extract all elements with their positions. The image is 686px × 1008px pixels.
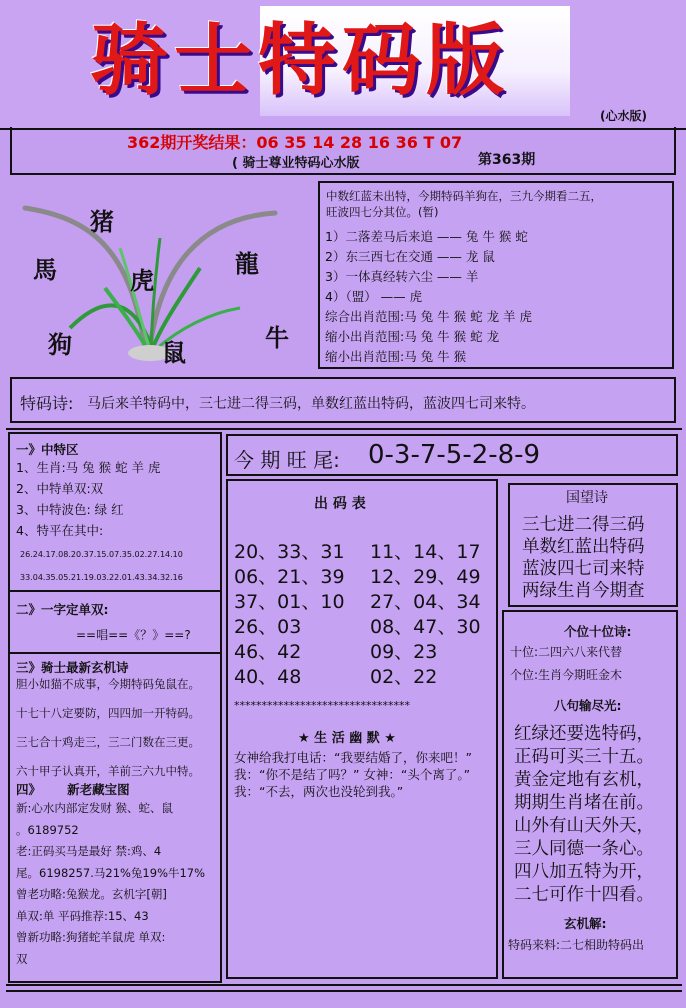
footer-strip <box>6 990 682 1004</box>
guowang-line: 单数红蓝出特码 <box>522 537 645 557</box>
section1-line: 2、中特单双:双 <box>16 481 104 496</box>
tips-list <box>325 227 670 367</box>
eight-line: 山外有山天外天， <box>514 816 654 836</box>
title-banner <box>0 0 686 130</box>
eight-line: 期期生肖堵在前。 <box>514 793 654 813</box>
guowang-box <box>508 483 678 607</box>
section1-lines <box>16 458 216 542</box>
eight-line: 三人同德一条心。 <box>514 839 654 859</box>
subtitle: ( 骑士尊业特码心水版 <box>232 156 360 171</box>
lucky-tail-bar <box>226 434 678 476</box>
left-divider <box>10 590 220 592</box>
zodiac-tiger: 虎 <box>130 267 154 295</box>
poem-text: 马后来羊特码中，三七进二得三码，单数红蓝出特码，蓝波四七司来特。 <box>87 396 535 412</box>
number-row: 46、42 <box>234 641 302 663</box>
number-table-title: 出 码 表 <box>314 496 366 512</box>
tip-item: 缩小出肖范围:马 兔 牛 猴 蛇 龙 <box>325 329 500 344</box>
lucky-tail-label: 今 期 旺 尾: <box>234 448 340 472</box>
result-line: 362期开奖结果：06 35 14 28 16 36 T 07 <box>127 133 463 152</box>
section1-line: 4、特平在其中: <box>16 523 104 538</box>
left-divider <box>10 652 220 654</box>
poem-bar <box>10 377 676 423</box>
eight-line: 正码可买三十五。 <box>514 747 654 767</box>
zodiac-dog: 狗 <box>48 331 72 359</box>
tips-panel <box>318 181 674 369</box>
eight-line: 黄金定地有玄机， <box>514 770 654 790</box>
footer-rule <box>6 984 682 986</box>
section1-line: 1、生肖:马 兔 猴 蛇 羊 虎 <box>16 460 161 475</box>
tip-item: 综合出肖范围:马 兔 牛 猴 蛇 龙 羊 虎 <box>325 309 533 324</box>
zodiac-art <box>10 178 315 373</box>
number-row: 08、47、30 <box>370 616 481 638</box>
number-column-left <box>234 537 364 687</box>
digits-line: 个位:生肖今期旺金木 <box>510 668 623 682</box>
number-row: 27、04、34 <box>370 591 481 613</box>
guowang-title: 国望诗 <box>566 490 608 506</box>
section2-heading: 二》一字定单双: <box>16 602 109 617</box>
number-row: 02、22 <box>370 666 438 688</box>
humor-title: ★ 生 活 幽 默 ★ <box>298 731 396 746</box>
guowang-line: 蓝波四七司来特 <box>522 559 645 579</box>
zodiac-dragon: 龍 <box>235 250 259 278</box>
section1-line: 3、中特波色: 绿 红 <box>16 502 124 517</box>
tip-item: 4）（盟） —— 虎 <box>325 289 423 304</box>
number-row: 12、29、49 <box>370 566 481 588</box>
number-list-1: 26.24.17.08.20.37.15.07.35.02.27.14.10 <box>20 550 183 559</box>
section2-line: ==唱==《？》==? <box>76 628 191 642</box>
zodiac-pig: 猪 <box>90 208 114 236</box>
poem-line: 六十甲子认真开，羊前三六九中特。 <box>16 764 200 778</box>
poem-line: 十七十八定要防，四四加一开特码。 <box>16 706 200 720</box>
eight-lines-title: 八句输尽光: <box>554 698 622 713</box>
guowang-line: 三七进二得三码 <box>522 515 645 535</box>
star-divider: ******************************** <box>234 699 410 712</box>
left-column <box>8 432 222 983</box>
number-row: 26、03 <box>234 616 302 638</box>
section3-heading: 三》骑士最新玄机诗 <box>16 660 129 675</box>
digits-title: 个位十位诗: <box>564 624 632 639</box>
tip-item: 1）二落差马后来追 —— 兔 牛 猴 蛇 <box>325 229 528 244</box>
issue-number: 第363期 <box>478 152 536 168</box>
zodiac-ox: 牛 <box>265 324 289 352</box>
lucky-tail-value: 0-3-7-5-2-8-9 <box>368 440 541 470</box>
result-bar <box>10 127 676 175</box>
poem-label: 特码诗: <box>20 394 74 413</box>
section4-text: 新:心水内部定发财 猴、蛇、鼠 。6189752 老:正码买马是最好 禁:鸡、4 尾。6198257.马21%兔19%牛17% 曾老功略:兔猴龙。玄机字[朝] 单双:单 平码推荐:15、43 曾新功略:狗猪蛇羊鼠虎 单双: 双 <box>16 801 206 966</box>
tip-item: 2）东三西七在交通 —— 龙 鼠 <box>325 249 495 264</box>
xuanji-text: 特码来料:二七相助特码出 <box>508 938 645 952</box>
tip-item: 3）一体真经转六尘 —— 羊 <box>325 269 479 284</box>
xuanji-title: 玄机解: <box>564 916 607 931</box>
section-divider <box>6 428 682 430</box>
section3-poem <box>16 676 222 792</box>
number-row: 11、14、17 <box>370 541 481 563</box>
number-row: 06、21、39 <box>234 566 345 588</box>
zodiac-rat: 鼠 <box>162 339 186 367</box>
right-poems <box>502 610 678 979</box>
poem-line: 三七合十鸡走三，三二门数在三更。 <box>16 735 200 749</box>
humor-text: 女神给我打电话：“我要结婚了，你来吧！” 我：“你不是结了吗？” 女神：“头个离了。” 我：“不去，两次也没轮到我。” <box>234 750 472 799</box>
number-column-right <box>370 537 496 687</box>
eight-line: 四八加五特为开， <box>514 862 654 882</box>
section4-heading: 四》 新老藏宝图 <box>16 782 130 797</box>
number-row: 40、48 <box>234 666 302 688</box>
eight-line: 红绿还要选特码， <box>514 724 654 744</box>
eight-line: 二七可作十四看。 <box>514 885 654 905</box>
edition-label: (心水版) <box>600 109 647 123</box>
number-row: 37、01、10 <box>234 591 345 613</box>
zodiac-horse: 馬 <box>33 256 57 284</box>
number-row: 20、33、31 <box>234 541 345 563</box>
number-list-2: 33.04.35.05.21.19.03.22.01.43.34.32.16 <box>20 573 183 582</box>
guowang-lines <box>522 511 674 599</box>
guowang-line: 两绿生肖今期查 <box>522 581 645 601</box>
number-table <box>226 479 498 979</box>
tips-intro: 中数红蓝未出特，今期特码羊狗在，三九今期看二五， 旺波四七分其位。(暂) <box>326 189 602 219</box>
section1-heading: 一》中特区 <box>16 442 79 457</box>
digits-line: 十位:二四六八来代替 <box>510 645 623 659</box>
eight-lines <box>514 720 676 904</box>
main-title: 骑士特码版 <box>90 15 511 106</box>
number-row: 09、23 <box>370 641 438 663</box>
tip-item: 缩小出肖范围:马 兔 牛 猴 <box>325 349 467 364</box>
poem-line: 胆小如猫不成事，今期特码兔鼠在。 <box>16 677 200 691</box>
